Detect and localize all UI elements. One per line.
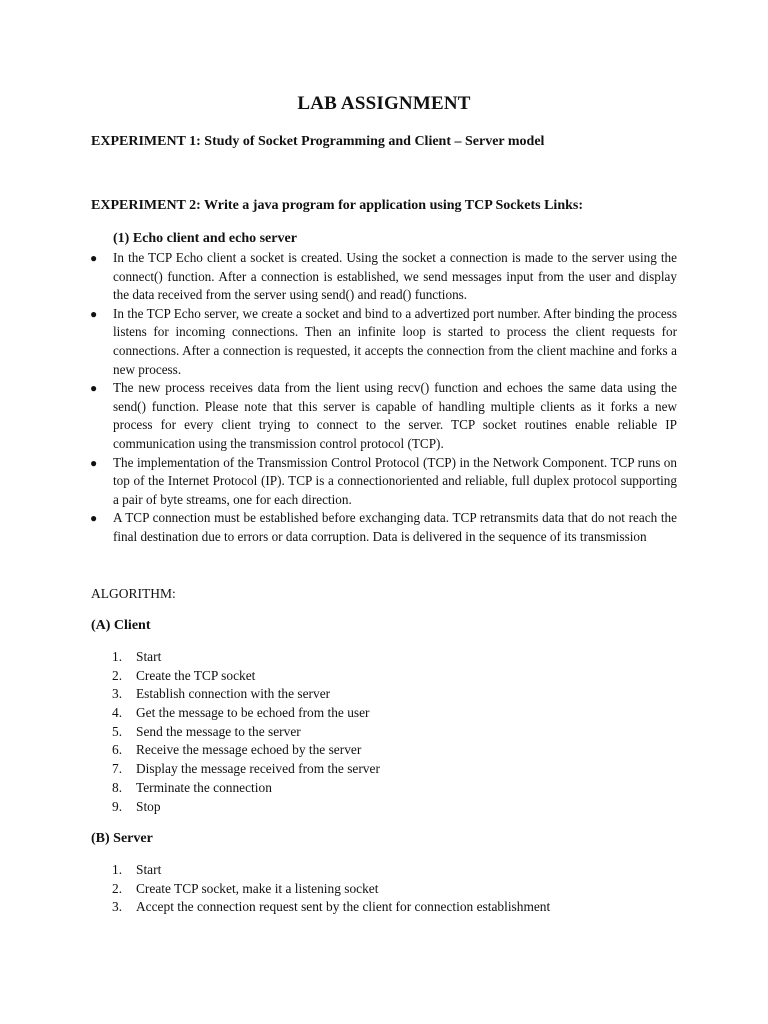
bullet-icon: ● [90, 511, 98, 526]
step-text: Terminate the connection [136, 779, 272, 795]
step-number: 5. [112, 723, 123, 739]
algorithm-label: ALGORITHM: [91, 586, 176, 601]
bullet-icon: ● [90, 306, 98, 321]
bullet-text: In the TCP Echo client a socket is created. Using the socket a connection is made to the server using the connect() function. After a connection is established, we send messages input from the user and display the data received from the server using send() and read() functions. [113, 250, 677, 303]
bullet-item [90, 509, 677, 546]
list-item [112, 861, 550, 880]
list-item [112, 880, 550, 899]
bullet-list [90, 249, 677, 547]
server-heading: (B) Server [91, 831, 153, 846]
list-item [112, 779, 380, 798]
step-text: Display the message received from the server [136, 761, 380, 777]
step-text: Send the message to the server [136, 723, 301, 739]
step-text: Create TCP socket, make it a listening socket [136, 880, 379, 896]
client-steps-list [112, 648, 380, 816]
bullet-text: A TCP connection must be established before exchanging data. TCP retransmits data that do not reach the final destination due to errors or data corruption. Data is delivered in the sequence of its transmission [113, 510, 677, 544]
step-number: 3. [112, 899, 123, 915]
experiment-2-heading: EXPERIMENT 2: Write a java program for application using TCP Sockets Links: [91, 198, 583, 213]
step-number: 2. [112, 880, 123, 896]
step-text: Accept the connection request sent by the client for connection establishment [136, 899, 551, 915]
step-number: 1. [112, 649, 123, 664]
step-number: 3. [112, 686, 123, 702]
bullet-text: The new process receives data from the lient using recv() function and echoes the same data using the send() function. Please note that this server is capable of handling multiple clients as it forks a new process for every client trying to connect to the server. TCP socket routines enable reliable IP communication using the transmission control protocol (TCP). [113, 380, 677, 451]
step-number: 4. [112, 705, 123, 721]
list-item [112, 741, 380, 760]
step-text: Stop [136, 798, 161, 814]
list-item [112, 704, 380, 723]
experiment-1-heading: EXPERIMENT 1: Study of Socket Programming and Client – Server model [91, 134, 545, 149]
list-item [112, 685, 380, 704]
bullet-icon: ● [90, 381, 98, 396]
page-title: LAB ASSIGNMENT [297, 93, 471, 114]
bullet-text: The implementation of the Transmission Control Protocol (TCP) in the Network Component. TCP runs on top of the Internet Protocol (IP). TCP is a connectionoriented and reliable, full duplex protocol supporting a pair of byte streams, one for each direction. [113, 454, 677, 507]
list-item [112, 723, 380, 742]
step-number: 1. [112, 862, 123, 877]
step-number: 2. [112, 667, 123, 683]
server-steps-list [112, 861, 550, 917]
step-text: Create the TCP socket [136, 667, 256, 683]
step-number: 9. [112, 798, 123, 814]
bullet-text: In the TCP Echo server, we create a socket and bind to a advertized port number. After binding the process listens for incoming connections. Then an infinite loop is started to process the client requests for connections. After a connection is requested, it accepts the connection from the client machine and forks a new process. [113, 305, 677, 377]
bullet-item [90, 305, 677, 379]
echo-subheading: (1) Echo client and echo server [113, 231, 297, 246]
list-item [112, 667, 380, 686]
step-number: 6. [112, 742, 123, 758]
bullet-icon: ● [90, 251, 98, 265]
bullet-item [90, 379, 677, 453]
list-item [112, 798, 380, 817]
bullet-icon: ● [90, 455, 98, 470]
step-number: 8. [112, 779, 123, 795]
list-item [112, 760, 380, 779]
step-number: 7. [112, 761, 123, 777]
bullet-item [90, 249, 677, 305]
bullet-item [90, 454, 677, 510]
step-text: Start [136, 862, 162, 877]
list-item [112, 648, 380, 667]
step-text: Get the message to be echoed from the user [136, 705, 370, 721]
client-heading: (A) Client [91, 618, 151, 633]
list-item [112, 898, 550, 917]
step-text: Establish connection with the server [136, 686, 331, 702]
step-text: Start [136, 649, 162, 664]
step-text: Receive the message echoed by the server [136, 742, 362, 758]
